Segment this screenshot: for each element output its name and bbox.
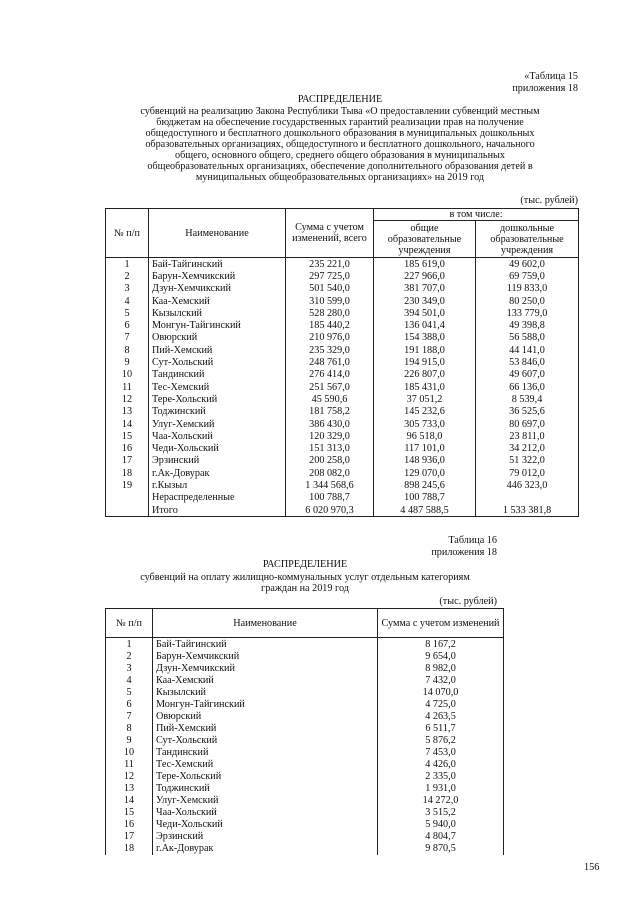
cell-general: 148 936,0 xyxy=(374,455,476,467)
cell-total: 4 426,0 xyxy=(378,758,504,770)
cell-preschool: 23 811,0 xyxy=(476,430,579,442)
cell-num: 17 xyxy=(106,455,149,467)
table-row xyxy=(106,258,579,271)
table15-caption-number: «Таблица 15 xyxy=(524,71,578,82)
table16-units: (тыс. рублей) xyxy=(439,596,497,607)
cell-preschool: 49 398,8 xyxy=(476,319,579,331)
cell-general: 185 431,0 xyxy=(374,381,476,393)
cell-total: 276 414,0 xyxy=(286,369,374,381)
cell-preschool: 133 779,0 xyxy=(476,307,579,319)
cell-name: Пий-Хемский xyxy=(153,722,378,734)
cell-total: 386 430,0 xyxy=(286,418,374,430)
cell-total: 100 788,7 xyxy=(286,492,374,504)
cell-preschool xyxy=(476,492,579,504)
table-row xyxy=(106,393,579,405)
table-row xyxy=(106,783,504,795)
cell-name: Улуг-Хемский xyxy=(153,795,378,807)
table-row xyxy=(106,283,579,295)
table-row xyxy=(106,492,579,504)
table-row xyxy=(106,356,579,368)
table-row xyxy=(106,344,579,356)
cell-num: 18 xyxy=(106,843,153,855)
cell-total: 297 725,0 xyxy=(286,270,374,282)
cell-total: 1 344 568,6 xyxy=(286,479,374,491)
cell-general: 381 707,0 xyxy=(374,283,476,295)
cell-total: 235 221,0 xyxy=(286,258,374,271)
table-row xyxy=(106,467,579,479)
table-row xyxy=(106,479,579,491)
cell-total: 2 335,0 xyxy=(378,771,504,783)
cell-name: г.Кызыл xyxy=(149,479,286,491)
cell-total: 4 725,0 xyxy=(378,698,504,710)
cell-total: 45 590,6 xyxy=(286,393,374,405)
table-row xyxy=(106,710,504,722)
table15-caption-appendix: приложения 18 xyxy=(512,82,578,94)
table-row xyxy=(106,455,579,467)
table15-caption xyxy=(512,71,578,94)
cell-num: 7 xyxy=(106,710,153,722)
table-row xyxy=(106,381,579,393)
cell-name: Тес-Хемский xyxy=(153,758,378,770)
table-row xyxy=(106,686,504,698)
table16-caption xyxy=(431,535,497,558)
cell-total: 5 876,2 xyxy=(378,734,504,746)
table-row xyxy=(106,406,579,418)
cell-name: Каа-Хемский xyxy=(149,295,286,307)
cell-num: 15 xyxy=(106,807,153,819)
cell-name: Чаа-Хольский xyxy=(149,430,286,442)
cell-total: 151 313,0 xyxy=(286,442,374,454)
cell-general: 96 518,0 xyxy=(374,430,476,442)
table-row xyxy=(106,674,504,686)
table-row xyxy=(106,418,579,430)
cell-name: Тандинский xyxy=(149,369,286,381)
cell-num xyxy=(106,504,149,517)
cell-general: 4 487 588,5 xyxy=(374,504,476,517)
cell-name: Овюрский xyxy=(153,710,378,722)
header-general: общие образовательные учреждения xyxy=(374,221,476,258)
table-row xyxy=(106,734,504,746)
cell-total: 528 280,0 xyxy=(286,307,374,319)
subtitle-line: общего, основного общего, среднего общего образования в муниципальных xyxy=(175,150,505,161)
header-total: Сумма с учетом изменений xyxy=(378,609,504,638)
cell-preschool: 56 588,0 xyxy=(476,332,579,344)
subtitle-line: бюджетам на обеспечение государственных гарантий реализации прав на получение xyxy=(156,117,524,128)
cell-num: 18 xyxy=(106,467,149,479)
cell-total: 235 329,0 xyxy=(286,344,374,356)
cell-name: Эрзинский xyxy=(153,831,378,843)
cell-total: 1 931,0 xyxy=(378,783,504,795)
cell-preschool: 446 323,0 xyxy=(476,479,579,491)
cell-total: 14 070,0 xyxy=(378,686,504,698)
cell-general: 136 041,4 xyxy=(374,319,476,331)
cell-num: 12 xyxy=(106,771,153,783)
cell-name: Чаа-Хольский xyxy=(153,807,378,819)
header-preschool: дошкольные образовательные учреждения xyxy=(476,221,579,258)
table-row xyxy=(106,369,579,381)
subtitle-line: граждан на 2019 год xyxy=(261,583,349,594)
cell-preschool: 69 759,0 xyxy=(476,270,579,282)
cell-name: Монгун-Тайгинский xyxy=(149,319,286,331)
page-number: 156 xyxy=(584,862,600,873)
cell-num: 3 xyxy=(106,283,149,295)
cell-name: Нераспределенные xyxy=(149,492,286,504)
cell-num xyxy=(106,492,149,504)
cell-general: 191 188,0 xyxy=(374,344,476,356)
cell-num: 11 xyxy=(106,758,153,770)
table15-units: (тыс. рублей) xyxy=(520,195,578,206)
cell-total: 7 432,0 xyxy=(378,674,504,686)
cell-num: 6 xyxy=(106,319,149,331)
cell-total: 120 329,0 xyxy=(286,430,374,442)
table-row xyxy=(106,430,579,442)
table16-heading: РАСПРЕДЕЛЕНИЕ xyxy=(262,559,348,570)
cell-preschool: 49 607,0 xyxy=(476,369,579,381)
cell-name: Тандинский xyxy=(153,746,378,758)
table-row xyxy=(106,650,504,662)
table-row xyxy=(106,662,504,674)
cell-total: 310 599,0 xyxy=(286,295,374,307)
cell-general: 226 807,0 xyxy=(374,369,476,381)
cell-num: 2 xyxy=(106,650,153,662)
cell-name: Тере-Хольский xyxy=(149,393,286,405)
cell-num: 15 xyxy=(106,430,149,442)
cell-general: 100 788,7 xyxy=(374,492,476,504)
table-row xyxy=(106,295,579,307)
table-row xyxy=(106,270,579,282)
table-row xyxy=(106,307,579,319)
cell-general: 194 915,0 xyxy=(374,356,476,368)
cell-total: 14 272,0 xyxy=(378,795,504,807)
cell-name: Дзун-Хемчикский xyxy=(149,283,286,295)
cell-num: 5 xyxy=(106,307,149,319)
cell-name: Сут-Хольский xyxy=(153,734,378,746)
table15-subtitle xyxy=(80,106,600,183)
cell-preschool: 44 141,0 xyxy=(476,344,579,356)
cell-general: 230 349,0 xyxy=(374,295,476,307)
table-row xyxy=(106,843,504,855)
cell-num: 10 xyxy=(106,369,149,381)
cell-general: 154 388,0 xyxy=(374,332,476,344)
cell-total: 8 167,2 xyxy=(378,638,504,651)
table-row xyxy=(106,504,579,517)
cell-general: 129 070,0 xyxy=(374,467,476,479)
cell-total: 8 982,0 xyxy=(378,662,504,674)
cell-name: Барун-Хемчикский xyxy=(153,650,378,662)
cell-total: 248 761,0 xyxy=(286,356,374,368)
cell-name: Тере-Хольский xyxy=(153,771,378,783)
cell-name: Кызылский xyxy=(153,686,378,698)
header-name: Наименование xyxy=(153,609,378,638)
cell-num: 8 xyxy=(106,344,149,356)
header-total: Сумма с учетом изменений, всего xyxy=(286,209,374,258)
cell-total: 181 758,2 xyxy=(286,406,374,418)
cell-preschool: 51 322,0 xyxy=(476,455,579,467)
cell-general: 898 245,6 xyxy=(374,479,476,491)
cell-name: Тоджинский xyxy=(149,406,286,418)
cell-num: 3 xyxy=(106,662,153,674)
cell-num: 5 xyxy=(106,686,153,698)
cell-num: 19 xyxy=(106,479,149,491)
cell-total: 501 540,0 xyxy=(286,283,374,295)
cell-preschool: 36 525,6 xyxy=(476,406,579,418)
cell-name: г.Ак-Довурак xyxy=(149,467,286,479)
cell-num: 14 xyxy=(106,418,149,430)
cell-name: Овюрский xyxy=(149,332,286,344)
table16-caption-appendix: приложения 18 xyxy=(431,546,497,558)
cell-name: Чеди-Хольский xyxy=(153,819,378,831)
subtitle-line: общедоступного и бесплатного дошкольного образования в муниципальных дошкольных xyxy=(145,128,535,139)
cell-preschool: 34 212,0 xyxy=(476,442,579,454)
cell-num: 4 xyxy=(106,674,153,686)
table-row xyxy=(106,795,504,807)
cell-num: 8 xyxy=(106,722,153,734)
cell-preschool: 53 846,0 xyxy=(476,356,579,368)
cell-total: 185 440,2 xyxy=(286,319,374,331)
cell-name: Монгун-Тайгинский xyxy=(153,698,378,710)
cell-num: 11 xyxy=(106,381,149,393)
table-row xyxy=(106,807,504,819)
subtitle-line: муниципальных общеобразовательных организациях» на 2019 год xyxy=(195,172,485,183)
cell-name: Итого xyxy=(149,504,286,517)
cell-preschool: 79 012,0 xyxy=(476,467,579,479)
cell-num: 16 xyxy=(106,819,153,831)
cell-name: Бай-Тайгинский xyxy=(153,638,378,651)
header-num: № п/п xyxy=(106,609,153,638)
table16 xyxy=(105,608,504,855)
cell-name: Тес-Хемский xyxy=(149,381,286,393)
header-including: в том числе: xyxy=(374,209,579,221)
cell-general: 145 232,6 xyxy=(374,406,476,418)
cell-preschool: 1 533 381,8 xyxy=(476,504,579,517)
cell-name: Дзун-Хемчикский xyxy=(153,662,378,674)
table-row xyxy=(106,319,579,331)
subtitle-line: образовательных организациях, общедоступного и бесплатного дошкольного, начального xyxy=(145,139,535,150)
cell-preschool: 119 833,0 xyxy=(476,283,579,295)
cell-total: 9 870,5 xyxy=(378,843,504,855)
table15-heading: РАСПРЕДЕЛЕНИЕ xyxy=(297,94,383,105)
table-row xyxy=(106,332,579,344)
cell-total: 3 515,2 xyxy=(378,807,504,819)
cell-total: 208 082,0 xyxy=(286,467,374,479)
cell-num: 1 xyxy=(106,258,149,271)
cell-name: г.Ак-Довурак xyxy=(153,843,378,855)
cell-name: Чеди-Хольский xyxy=(149,442,286,454)
cell-name: Пий-Хемский xyxy=(149,344,286,356)
subtitle-line: общеобразовательных организациях, обеспечение дополнительного образования детей в xyxy=(147,161,533,172)
cell-num: 10 xyxy=(106,746,153,758)
cell-total: 4 804,7 xyxy=(378,831,504,843)
table-row xyxy=(106,698,504,710)
cell-general: 305 733,0 xyxy=(374,418,476,430)
cell-name: Каа-Хемский xyxy=(153,674,378,686)
cell-num: 13 xyxy=(106,783,153,795)
cell-num: 2 xyxy=(106,270,149,282)
table15 xyxy=(105,208,579,517)
table-row xyxy=(106,722,504,734)
header-name: Наименование xyxy=(149,209,286,258)
cell-name: Сут-Хольский xyxy=(149,356,286,368)
table-row xyxy=(106,758,504,770)
cell-num: 17 xyxy=(106,831,153,843)
cell-name: Кызылский xyxy=(149,307,286,319)
cell-total: 9 654,0 xyxy=(378,650,504,662)
table-row xyxy=(106,771,504,783)
cell-num: 13 xyxy=(106,406,149,418)
cell-name: Бай-Тайгинский xyxy=(149,258,286,271)
cell-name: Эрзинский xyxy=(149,455,286,467)
table16-caption-number: Таблица 16 xyxy=(448,535,497,546)
cell-num: 14 xyxy=(106,795,153,807)
cell-num: 1 xyxy=(106,638,153,651)
cell-num: 9 xyxy=(106,734,153,746)
cell-general: 394 501,0 xyxy=(374,307,476,319)
cell-general: 185 619,0 xyxy=(374,258,476,271)
table-row xyxy=(106,442,579,454)
cell-general: 37 051,2 xyxy=(374,393,476,405)
cell-preschool: 8 539,4 xyxy=(476,393,579,405)
cell-name: Барун-Хемчикский xyxy=(149,270,286,282)
cell-total: 4 263,5 xyxy=(378,710,504,722)
cell-preschool: 80 697,0 xyxy=(476,418,579,430)
cell-general: 227 966,0 xyxy=(374,270,476,282)
cell-general: 117 101,0 xyxy=(374,442,476,454)
cell-preschool: 66 136,0 xyxy=(476,381,579,393)
subtitle-line: субвенций на реализацию Закона Республики Тыва «О предоставлении субвенций местным xyxy=(140,106,540,117)
table-row xyxy=(106,819,504,831)
header-num: № п/п xyxy=(106,209,149,258)
cell-total: 251 567,0 xyxy=(286,381,374,393)
cell-total: 7 453,0 xyxy=(378,746,504,758)
cell-num: 12 xyxy=(106,393,149,405)
cell-total: 210 976,0 xyxy=(286,332,374,344)
cell-preschool: 80 250,0 xyxy=(476,295,579,307)
cell-total: 5 940,0 xyxy=(378,819,504,831)
table-row xyxy=(106,831,504,843)
table16-subtitle xyxy=(85,572,525,594)
cell-num: 16 xyxy=(106,442,149,454)
cell-total: 6 511,7 xyxy=(378,722,504,734)
cell-total: 200 258,0 xyxy=(286,455,374,467)
cell-num: 6 xyxy=(106,698,153,710)
cell-total: 6 020 970,3 xyxy=(286,504,374,517)
table-row xyxy=(106,746,504,758)
cell-name: Улуг-Хемский xyxy=(149,418,286,430)
cell-name: Тоджинский xyxy=(153,783,378,795)
cell-num: 9 xyxy=(106,356,149,368)
cell-preschool: 49 602,0 xyxy=(476,258,579,271)
subtitle-line: субвенций на оплату жилищно-коммунальных услуг отдельным категориям xyxy=(140,572,470,583)
cell-num: 7 xyxy=(106,332,149,344)
table-row xyxy=(106,638,504,651)
cell-num: 4 xyxy=(106,295,149,307)
